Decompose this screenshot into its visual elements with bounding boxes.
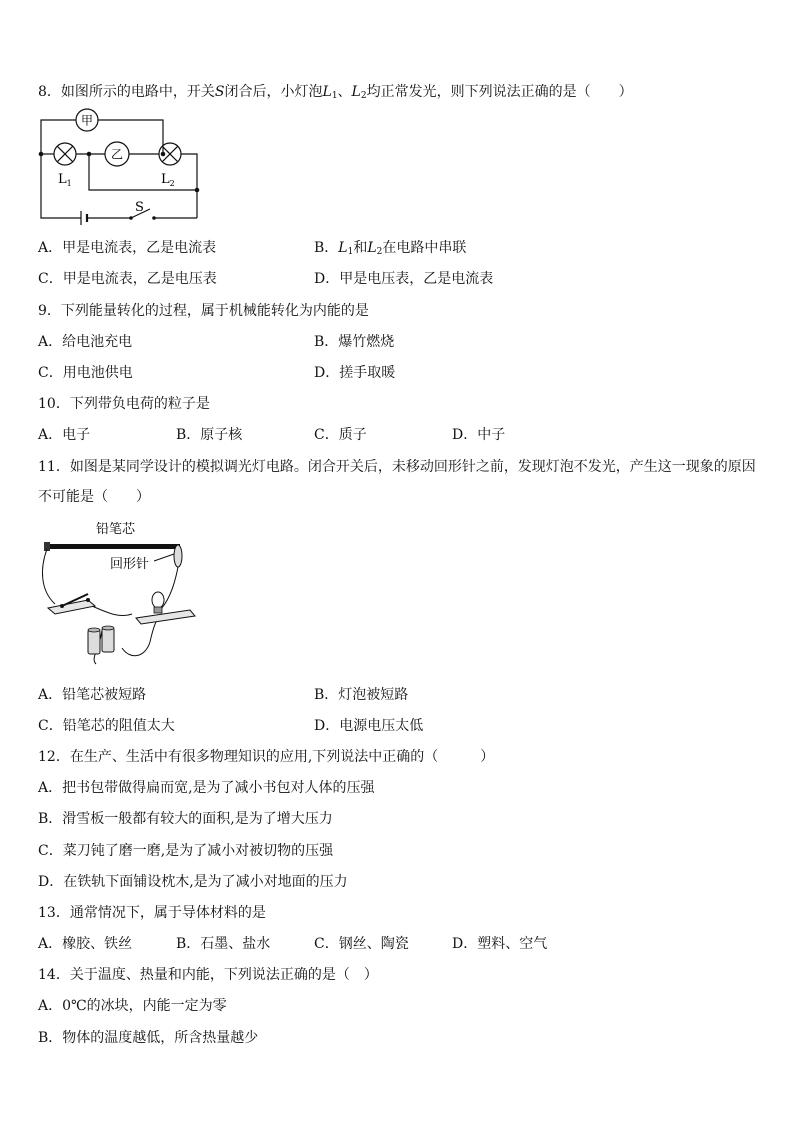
q13-option-a: A．橡胶、铁丝 <box>38 936 133 952</box>
question-11-stem-line1: 11．如图是某同学设计的模拟调光灯电路。闭合开关后，未移动回形针之前，发现灯泡不发光，产生这一现象的原因 <box>38 459 756 475</box>
q11-option-b: B．灯泡被短路 <box>314 687 409 703</box>
q12-option-b: B．滑雪板一般都有较大的面积,是为了增大压力 <box>38 811 333 827</box>
q12-option-d: D．在铁轨下面铺设枕木,是为了减小对地面的压力 <box>38 874 348 890</box>
q9-option-d: D．搓手取暖 <box>314 365 396 381</box>
ammeter-jia-label: 甲 <box>80 113 94 128</box>
question-14-stem: 14．关于温度、热量和内能，下列说法正确的是（ ） <box>38 967 378 983</box>
q14-option-a: A．0℃的冰块，内能一定为零 <box>38 998 227 1014</box>
question-10-stem: 10．下列带负电荷的粒子是 <box>38 396 210 412</box>
lamp-l1-label: $L_1$ <box>58 172 72 188</box>
q8-option-a: A．甲是电流表，乙是电流表 <box>38 240 217 256</box>
lamp-l2-label: $L_2$ <box>161 172 175 188</box>
q10-option-d: D．中子 <box>452 427 506 443</box>
switch-variable: S <box>214 84 225 100</box>
paper-clip-label: 回形针 <box>110 557 150 572</box>
meter-yi-label: 乙 <box>110 147 124 162</box>
q10-option-b: B．原子核 <box>176 427 243 443</box>
question-11-stem-line2: 不可能是（ ） <box>38 489 150 505</box>
q13-option-c: C．钢丝、陶瓷 <box>314 936 409 952</box>
q10-option-a: A．电子 <box>38 427 91 443</box>
q8-option-c: C．甲是电流表，乙是电压表 <box>38 271 217 287</box>
q14-option-b: B．物体的温度越低，所含热量越少 <box>38 1030 259 1046</box>
question-9-stem: 9．下列能量转化的过程，属于机械能转化为内能的是 <box>38 303 369 319</box>
q12-option-a: A．把书包带做得扁而宽,是为了减小书包对人体的压强 <box>38 780 375 796</box>
question-12-stem: 12．在生产、生活中有很多物理知识的应用,下列说法中正确的（ ） <box>38 749 495 765</box>
q12-option-c: C．菜刀钝了磨一磨,是为了减小对被切物的压强 <box>38 843 334 859</box>
switch-s-label: S <box>135 200 144 215</box>
question-8-stem: 8．如图所示的电路中，开关S闭合后，小灯泡$L_1$、$L_2$均正常发光，则下列说法正确的是（ ） <box>38 84 633 101</box>
q11-option-d: D．电源电压太低 <box>314 718 424 734</box>
q9-option-c: C．用电池供电 <box>38 365 133 381</box>
q8-option-d: D．甲是电压表，乙是电流表 <box>314 271 494 287</box>
q13-option-b: B．石墨、盐水 <box>176 936 271 952</box>
q11-option-a: A．铅笔芯被短路 <box>38 687 147 703</box>
question-13-stem: 13．通常情况下，属于导体材料的是 <box>38 905 266 921</box>
pencil-lead-label: 铅笔芯 <box>96 522 136 537</box>
q8-option-b: B．$L_1$和$L_2$在电路中串联 <box>314 240 467 257</box>
q13-option-d: D．塑料、空气 <box>452 936 548 952</box>
q9-option-a: A．给电池充电 <box>38 334 133 350</box>
q8-circuit-diagram <box>36 108 206 228</box>
q11-option-c: C．铅笔芯的阻值太大 <box>38 718 175 734</box>
q10-option-c: C．质子 <box>314 427 367 443</box>
q9-option-b: B．爆竹燃烧 <box>314 334 395 350</box>
q11-dimmer-circuit-figure <box>40 518 200 668</box>
